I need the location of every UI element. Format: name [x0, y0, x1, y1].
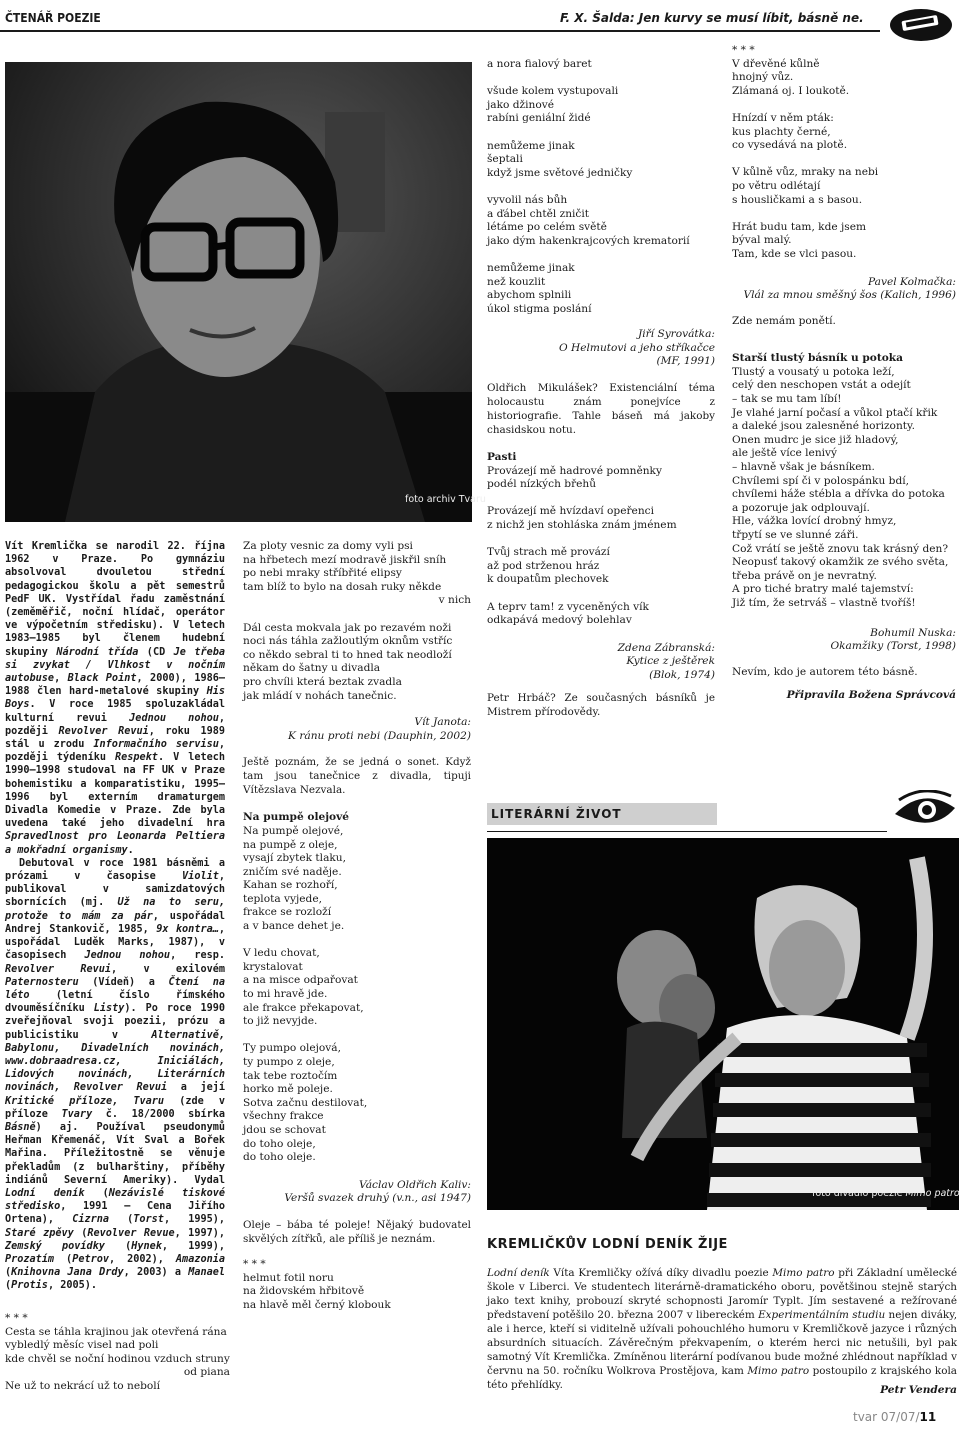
poem-line: Hnízdí v něm pták: — [732, 111, 834, 124]
poem-line: co vysedává na plotě. — [732, 139, 848, 152]
poem-line: a nora fialový baret — [487, 58, 592, 70]
poem-line: A teprv tam! z vyceněných vík — [487, 600, 649, 613]
poem-line: z nichž jen stohláska znám jménem — [487, 519, 677, 532]
poem-helmut — [243, 1272, 471, 1313]
poem-helmut-cont — [487, 58, 715, 316]
poem-title-pasti: Pasti — [487, 451, 517, 464]
poem-line: Onen mudrc je sice již hladový, — [732, 433, 899, 446]
column-3: a nora fialový baret všude kolem vystupovali jako džinové rabíni geniální židé nemůžeme jinak šeptali když jsme světové jedničky vyvolil nás bůh a ďábel chtěl zničit létáme po celém světě jako dým hakenkrajcových krematorií nemůžeme jinak než kouzlit abychom splnili úkol stigma poslání Jiří Syrovátka: O Helmutovi a jeho stříkačce (MF, 1991) Oldřich Mikulášek? Existenciální téma holocaustu znám ponejvíce z historiografie. Tahle báseň má jakoby chasidskou notu. Pasti Provázejí mě hadrové pomněnky podél nízkých břehů Provázejí mě hvízdaví opeřenci z nichž jen stohláska znám jménem Tvůj strach mě provází až pod strženou hráz k doupatům plechovek A teprv tam! z vyceněných vík odkapává medový bolehlav Zdena Zábranská: Kytice z ještěrek (Blok, 1974) Petr Hrbáč? Ze současných básníků je Mistrem přírodovědy. — [487, 58, 715, 718]
poem-line: Tlustý a vousatý u potoka leží, — [732, 365, 895, 378]
poem-line: – tak se mu tam líbí! — [732, 393, 842, 406]
poem-line: Provázejí mě hvízdaví opeřenci — [487, 505, 654, 518]
poem-line: Chvílemi spí či v polospánku bdí, — [732, 474, 909, 487]
poem-line: V kůlně vůz, mraky na nebi — [732, 166, 879, 179]
theatre-photo — [487, 838, 959, 1210]
prepared-by: Připravila Božena Správcová — [786, 689, 956, 702]
poem-line: jdou se schovat — [243, 1123, 326, 1136]
poem-line: Neopusť takový okamžik ze svého světa, — [732, 556, 949, 569]
poem-line: třpytí se ve slunné záři. — [732, 529, 859, 541]
poem-line: ale ještě více lenivý — [732, 447, 838, 460]
poem-line: zničím své naděje. — [243, 865, 342, 878]
poem-line: frakce se rozloží — [243, 906, 332, 919]
poem-line — [487, 180, 715, 194]
tvar-logo-icon — [888, 6, 954, 44]
poem-line — [487, 248, 715, 262]
poem-line: na židovském hřbitově — [243, 1285, 365, 1298]
poem-line: to již nevyjde. — [243, 1015, 318, 1028]
poem-line: všechny frakce — [243, 1110, 324, 1123]
signature-nuska: Bohumil Nuska: — [870, 626, 956, 639]
header-rule — [0, 30, 880, 32]
poem-pasti — [487, 465, 715, 628]
poem-line: Tvůj strach mě provází — [487, 546, 610, 559]
poem-line: než kouzlit — [487, 275, 546, 288]
poem-line: Ty pumpo olejová, — [243, 1042, 341, 1055]
poem-line — [487, 587, 715, 601]
poem-line: Provázejí mě hadrové pomněnky — [487, 464, 662, 477]
poem-line: k doupatům plechovek — [487, 573, 609, 586]
poem-line: a v bance dehet je. — [243, 920, 345, 933]
comment-5: Zde nemám ponětí. — [732, 314, 836, 327]
poem-line: Je vlahé jarní počasí a vůkol ptačí křik — [732, 406, 938, 419]
poem-line: jako džinové — [487, 98, 554, 111]
comment-3: Oldřich Mikulášek? Existenciální téma holocaustu znám ponejvíce z historiografie. Tahle báseň má jakoby chasidskou notu. — [487, 382, 715, 437]
poem-line: s housličkami a s basou. — [732, 193, 863, 206]
poem-line: jako dým hakenkrajcových krematorií — [487, 234, 690, 247]
poem-line: všude kolem vystupovali — [487, 85, 619, 98]
signature-kaliv: Václav Oldřich Kaliv: — [359, 1178, 471, 1191]
poem-line: Zlámaná oj. I loukotě. — [732, 84, 850, 97]
bio-paragraph-2: Debutoval v roce 1981 básněmi a prózami v časopise Violit, publikoval v samizdatových sbornících (mj. Už na to seru, protože to mám za pár, uspořádal Andrej Stankovič, 1985, 9x kontra…, uspořádal Luděk Marks, 1987), v časopisech Jednou nohou, resp. Revolver Revui, v exilovém Paternosteru (Vídeň) a Čtení na léto (letní číslo římského dvouměsíčníku Listy). Po roce 1990 zveřejňoval svoji poezii, prózu a publicistiku v Alternativě, Babylonu, Divadelních novinách, www.dobraadresa.cz, Iniciálách, Lidových novinách, Literárních novinách, Revolver Revui a její Kritické příloze, Tvaru (zde v příloze Tvary č. 18/2000 sbírka Básně) aj. Používal pseudonymů Heřman Křemenáč, Vít Sval a Bořek Mařina. Příležitostně se věnuje překladům (z bulharštiny, příběhy indiánů Severní Ameriky). Vydal Lodní deník (Nezávislé tiskové středisko, 1991 – Cena Jiřího Ortena), Cizrna (Torst, 1995), Staré zpěvy (Revolver Revue, 1997), Zemský povídky (Hynek, 1999), Prozatím (Petrov, 2002), Amazonia (Knihovna Jana Drdy, 2003) a Manael (Protis, 2005). — [5, 857, 226, 1292]
author-bio — [5, 540, 225, 1293]
poem-line — [487, 126, 715, 140]
poem-line: hnojný vůz. — [732, 71, 794, 84]
poem-line: chvílemi háže stébla a dřívka do potoka — [732, 488, 945, 501]
poem-line: helmut fotil noru — [243, 1271, 334, 1284]
column-4: * * * V dřevěné kůlně hnojný vůz. Zlámaná oj. I loukotě. Hnízdí v něm pták: kus plachty černé, co vysedává na plotě. V kůlně vůz, mraky na nebi po větru odlétají s housličkami a s basou. Hrát budu tam, kde jsem býval malý. Tam, kde se vlci pasou. Pavel Kolmačka: Vlál za mnou směšný šos (Kalich, 1996) Zde nemám ponětí. Starší tlustý básník u potoka Tlustý a vousatý u potoka leží, celý den neschopen vstát a odejít – tak se mu tam líbí! Je vlahé jarní počasí a vůkol ptačí křik a daleké jsou zalesněné horizonty. Onen mudrc je sice již hladový, ale ještě více lenivý – hlavně však je básníkem. Chvílemi spí či v polospánku bdí, chvílemi háže stébla a dřívka do potoka a pozoruje jak odplouvají. Hle, vážka lovící drobný hmyz, třpytí se ve slunné záři. Což vrátí se ještě znovu tak krásný den? Neopusť takový okamžik ze svého světa, třeba právě on je nevratný. A pro tiché bratry malé tajemství: Již tím, že setrváš – vlastně tvoříš! Bohumil Nuska: Okamžiky (Torst, 1998) Nevím, kdo je autorem této básně. Připravila Božena Správcová — [732, 44, 956, 702]
poem-line: když jsme světové jedničky — [487, 166, 633, 179]
comment-1: Ještě poznám, že se jedná o sonet. Když tam jsou tanečnice z divadla, tipuji Vítězslava Nezvala. — [243, 756, 471, 797]
poem-line: podél nízkých břehů — [487, 478, 597, 491]
poem-line: – hlavně však je básníkem. — [732, 461, 875, 474]
section-rule — [487, 831, 887, 832]
poem-line: celý den neschopen vstát a odejít — [732, 379, 911, 392]
poem-line: Hle, vážka lovící drobný hmyz, — [732, 515, 897, 528]
article-heading: KREMLIČKŮV LODNÍ DENÍK ŽIJE — [487, 1237, 728, 1252]
poem-line: Což vrátí se ještě znovu tak krásný den? — [732, 542, 949, 555]
poem-line — [732, 207, 956, 221]
poem-line: ty pumpo z oleje, — [243, 1056, 335, 1068]
photo-credit: foto archiv Tvaru — [405, 494, 486, 505]
author-photo — [5, 62, 472, 522]
series-title: F. X. Šalda: Jen kurvy se musí líbit, básně ne. — [560, 11, 864, 25]
poem-line: ale frakce překapovat, — [243, 1001, 364, 1014]
poem-line: do toho oleje, — [243, 1137, 316, 1150]
poem-line: vyvolil nás bůh — [487, 193, 568, 206]
poem-line: do toho oleje. — [243, 1151, 316, 1164]
poem-line: nemůžeme jinak — [487, 139, 575, 152]
signature-kolmacka: Pavel Kolmačka: — [868, 275, 956, 288]
poem-line: na pumpě z oleje, — [243, 838, 338, 851]
poem-line: odkapává medový bolehlav — [487, 614, 632, 627]
signature-syrovatka: Jiří Syrovátka: — [637, 328, 715, 341]
poem-left-bottom: * * * Cesta se táhla krajinou jak otevřená rána vybledlý měsíc visel nad poli kde chvěl se noční hodinou vzduch struny od piana Ne už to nekrácí už to nebolí — [5, 1312, 230, 1392]
poem-line — [732, 153, 956, 167]
signature-janota: Vít Janota: — [414, 716, 471, 729]
signature-zabranska: Zdena Zábranská: — [617, 641, 715, 654]
poem-line: Sotva začnu destilovat, — [243, 1096, 368, 1109]
poem-line: a daleké jsou zalesněné horizonty. — [732, 420, 915, 433]
poem-line: a pozoruje jak odplouvají. — [732, 501, 870, 514]
poem-line: to mi hravě jde. — [243, 988, 328, 1001]
poem-line: Kahan se rozhoří, — [243, 879, 338, 892]
poem-line: A pro tiché bratry malé tajemství: — [732, 583, 914, 596]
bio-paragraph-1: Vít Kremlička se narodil 22. října 1962 v Praze. Po gymnáziu absolvoval dvouletou střední pedagogickou školu a pět semestrů PedF UK. Vystřídal řadu zaměstnání (zeměměřič, noční hlídač, operátor ve výpočetním středisku). V letech 1983–1985 byl členem hudební skupiny Národní třída (CD Je třeba si zvykat / Vlhkost v nočním autobuse, Black Point, 2000), 1986–1988 člen hard-metalové skupiny His Boys. V roce 1985 spoluzakládal kulturní revui Jednou nohou, později Revolver Revui, roku 1989 stál u zrodu Informačního servisu, později týdeníku Respekt. V letech 1990–1998 studoval na FF UK v Praze bohemistiku a komparatistiku, 1995–1996 byl externím dramaturgem Divadla Komedie v Praze. Zde byla uvedena také jeho divadelní hra Spravedlnost pro Leonarda Peltiera a mokřadní organismy. — [5, 541, 225, 856]
poem-kulna — [732, 58, 956, 262]
footer-issue: tvar 07/07/11 — [853, 1410, 937, 1424]
poem-line: rabíni geniální židé — [487, 112, 591, 125]
poem-line: krystalovat — [243, 960, 303, 973]
poem-line: V ledu chovat, — [243, 947, 320, 960]
poem-line — [732, 98, 956, 112]
poem-line: po větru odlétají — [732, 179, 821, 192]
poem-pumpa — [243, 825, 471, 1165]
poem-line: Již tím, že setrváš – vlastně tvoříš! — [732, 596, 916, 609]
section-title: ČTENÁŘ POEZIE — [5, 11, 101, 25]
poem-line: tak tebe roztočím — [243, 1069, 338, 1082]
poem-line — [243, 1029, 471, 1043]
poem-line: kus plachty černé, — [732, 125, 831, 138]
poem-line: V dřevěné kůlně — [732, 57, 820, 70]
theatre-photo-credit: foto divadlo poezie Mimo patro — [812, 1188, 960, 1199]
poem-line: šeptali — [487, 153, 523, 166]
poem-line — [243, 934, 471, 948]
poem-line: úkol stigma poslání — [487, 302, 592, 315]
poem-line: býval malý. — [732, 234, 792, 247]
article-author: Petr Vendera — [880, 1384, 957, 1396]
eye-icon — [893, 790, 957, 830]
poem-title-basnik: Starší tlustý básník u potoka — [732, 352, 904, 365]
poem-line: horko mě poleje. — [243, 1083, 333, 1096]
comment-2: Oleje – bába té poleje! Nějaký budovatel skvělých zítřků, ale příliš je neznám. — [243, 1218, 471, 1245]
comment-4: Petr Hrbáč? Ze současných básníků je Mistrem přírodovědy. — [487, 691, 715, 718]
poem-basnik — [732, 366, 956, 611]
poem-line: a na misce odpařovat — [243, 974, 358, 987]
poem-line: Hrát budu tam, kde jsem — [732, 220, 867, 233]
poem-line: na hlavě měl černý klobouk — [243, 1298, 391, 1311]
poem-line: Tam, kde se vlci pasou. — [732, 247, 857, 260]
poem-line: létáme po celém světě — [487, 221, 607, 234]
poem-line: abychom splnili — [487, 289, 572, 302]
poem-line: teplota vyjede, — [243, 892, 322, 905]
poem-line: nemůžeme jinak — [487, 261, 575, 274]
poem-line: vysají zbytek tlaku, — [243, 852, 346, 865]
poem-title-pumpa: Na pumpě olejové — [243, 811, 350, 824]
column-2: Za ploty vesnic za domy vyli psi na hřbetech mezí modravě jiskřil sníh po nebi mraky stříbřité elipsy tam blíž to bylo na dosah ruky někde v nich Dál cesta mokvala jak po rezavém noži noci nás táhla zažloutlým oknům vstříc co někdo sebral ti to hned tak neodloží někam do šatny u divadla pro chvíli která beztak zvadla jak mládí v nohách tanečnic. Vít Janota: K ránu proti nebi (Dauphin, 2002) Ještě poznám, že se jedná o sonet. Když tam jsou tanečnice z divadla, tipuji Vítězslava Nezvala. Na pumpě olejové Na pumpě olejové, na pumpě z oleje, vysají zbytek tlaku, zničím své naděje. Kahan se rozhoří, teplota vyjede, frakce se rozloží a v bance dehet je. V ledu chovat, krystalovat a na misce odpařovat to mi hravě jde. ale frakce překapovat, to již nevyjde. Ty pumpo olejová, ty pumpo z oleje, tak tebe roztočím horko mě poleje. Sotva začnu destilovat, všechny frakce jdou se schovat do toho oleje, do toho oleje. Václav Oldřich Kaliv: Veršů svazek druhý (v.n., asi 1947) Oleje – bába té poleje! Nějaký budovatel skvělých zítřků, ale příliš je neznám. * * * helmut fotil noru na židovském hřbitově na hlavě měl černý klobouk — [243, 540, 471, 1311]
poem-line: třeba právě on je nevratný. — [732, 569, 877, 582]
poem-line — [487, 492, 715, 506]
article-text: Lodní deník Víta Kremličky ožívá díky divadlu poezie Mimo patro při Základní umělecké škole v Liberci. Ve studentech literárně-dramatického oboru, povětšinou stejně starých jako text knihy, probouzí skryté schopnosti Jaromír Typlt. Jím sestavené a režírované představení potěšilo 20. března 2007 v libereckém Experimentálním studiu nejen diváky, ale i herce, kteří si viditelně užívali pohouchlého humoru v Kremličkově jazyce i různých absurdních situacích. Závěrečným překvapením, o kterém herci nic netušili, byl pak samotný Vít Kremlička. Zmíněnou literární podívanou bude možné zhlédnout například v červnu na 50. ročníku Wolkrova Prostějova, kam Mimo patro postoupilo z krajského kola této přehlídky. — [487, 1267, 957, 1391]
literarni-zivot-box: LITERÁRNÍ ŽIVOT — [487, 803, 717, 825]
poem-line — [487, 72, 715, 86]
poem-line: až pod strženou hráz — [487, 559, 600, 572]
poem-line: a ďábel chtěl zničit — [487, 207, 589, 220]
poem-line — [487, 533, 715, 547]
poem-line: Na pumpě olejové, — [243, 824, 344, 837]
comment-6: Nevím, kdo je autorem této básně. — [732, 665, 918, 678]
